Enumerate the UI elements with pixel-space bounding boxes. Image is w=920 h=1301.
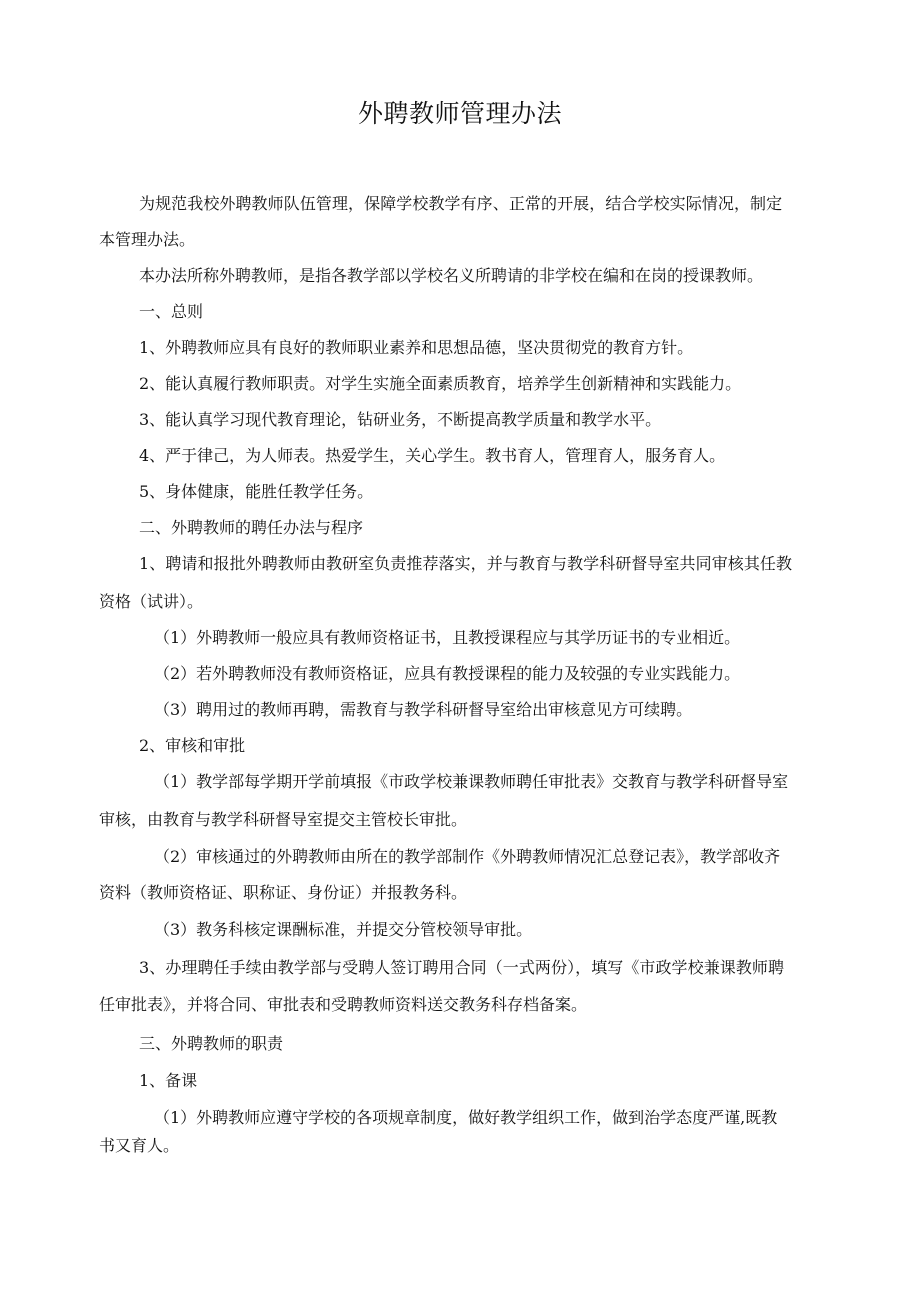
document-title: 外聘教师管理办法 (357, 99, 562, 128)
paragraph-line: （2）若外聘教师没有教师资格证，应具有教授课程的能力及较强的专业实践能力。 (154, 664, 741, 683)
section-heading: 二、外聘教师的聘任办法与程序 (139, 518, 364, 537)
paragraph-line: （3）聘用过的教师再聘，需教育与教学科研督导室给出审核意见方可续聘。 (154, 700, 693, 719)
paragraph-line: 本办法所称外聘教师，是指各教学部以学校名义所聘请的非学校在编和在岗的授课教师。 (139, 266, 764, 285)
subsection-heading: 1、备课 (139, 1071, 198, 1090)
paragraph-line: （1）教学部每学期开学前填报《市政学校兼课教师聘任审批表》交教育与教学科研督导室 (154, 772, 789, 791)
subsection-heading: 2、审核和审批 (139, 736, 246, 755)
paragraph-line: 1、聘请和报批外聘教师由教研室负责推荐落实，并与教育与教学科研督导室共同审核其任教 (139, 554, 793, 573)
paragraph-line: （3）教务科核定课酬标准，并提交分管校领导审批。 (154, 920, 533, 939)
paragraph-line: 资料（教师资格证、职称证、身份证）并报教务科。 (99, 883, 468, 902)
paragraph-line: 任审批表》，并将合同、审批表和受聘教师资料送交教务科存档备案。 (99, 995, 588, 1014)
section-heading: 一、总则 (139, 302, 204, 321)
paragraph-line: 3、办理聘任手续由教学部与受聘人签订聘用合同（一式两份），填写《市政学校兼课教师聘 (139, 958, 785, 977)
paragraph-line: 4、严于律己，为人师表。热爱学生，关心学生。教书育人，管理育人，服务育人。 (139, 446, 726, 465)
paragraph-line: 为规范我校外聘教师队伍管理，保障学校教学有序、正常的开展，结合学校实际情况，制定 (139, 194, 783, 213)
paragraph-line: 资格（试讲）。 (99, 592, 204, 611)
paragraph-line: 审核，由教育与教学科研督导室提交主管校长审批。 (99, 810, 468, 829)
section-heading: 三、外聘教师的职责 (139, 1034, 284, 1053)
paragraph-line: （2）审核通过的外聘教师由所在的教学部制作《外聘教师情况汇总登记表》，教学部收齐 (154, 847, 781, 866)
paragraph-line: （1）外聘教师应遵守学校的各项规章制度，做好教学组织工作，做到治学态度严谨,既教 (154, 1108, 778, 1127)
paragraph-line: 1、外聘教师应具有良好的教师职业素养和思想品德，坚决贯彻党的教育方针。 (139, 338, 694, 357)
paragraph-line: 2、能认真履行教师职责。对学生实施全面素质教育，培养学生创新精神和实践能力。 (139, 374, 742, 393)
paragraph-line: 本管理办法。 (99, 230, 196, 249)
paragraph-line: （1）外聘教师一般应具有教师资格证书，且教授课程应与其学历证书的专业相近。 (154, 628, 741, 647)
paragraph-line: 5、身体健康，能胜任教学任务。 (139, 482, 374, 501)
paragraph-line: 书又育人。 (99, 1136, 180, 1155)
paragraph-line: 3、能认真学习现代教育理论，钻研业务，不断提高教学质量和教学水平。 (139, 410, 662, 429)
